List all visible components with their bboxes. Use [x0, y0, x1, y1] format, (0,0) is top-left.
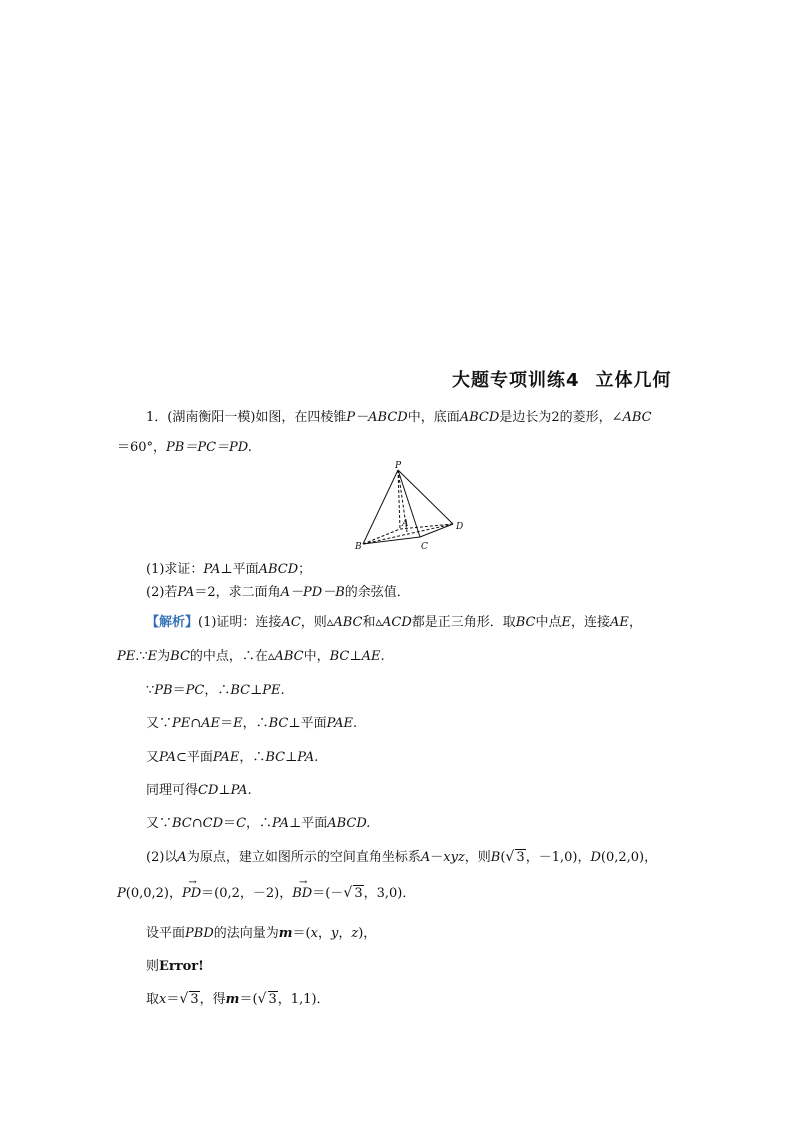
solution-line-8: (2)以A为原点，建立如图所示的空间直角坐标系A－xyz，则B(√ 3，－1,0)，D(0,2,0)， — [146, 849, 657, 867]
vertex-label-p: P — [395, 461, 402, 471]
solution-tag: 【解析】 — [146, 615, 199, 630]
solution-line-12: 取x＝√ 3，得m＝(√ 3，1,1)． — [146, 991, 330, 1009]
title-sub: 立体几何 — [595, 370, 672, 391]
sqrt-expression: √ 3 — [179, 991, 199, 1009]
sqrt-expression: √ 3 — [505, 849, 525, 867]
vertex-label-c: C — [421, 542, 428, 550]
solution-line-11: 则Error! — [146, 959, 204, 974]
question-1: (1)求证：PA⊥平面ABCD； — [146, 562, 312, 577]
title-main: 大题专项训练4 — [452, 370, 580, 391]
solution-line-4: 又∵PE∩AE＝E，∴BC⊥平面PAE. — [146, 716, 358, 731]
question-2: (2)若PA＝2，求二面角A－PD－B的余弦值． — [146, 585, 410, 600]
sqrt-expression: √ 3 — [343, 885, 363, 903]
error-text: Error! — [159, 959, 204, 974]
solution-line-6: 同理可得CD⊥PA. — [146, 783, 252, 798]
page-title — [452, 366, 672, 392]
problem-line-2: ＝60°，PB＝PC＝PD. — [117, 440, 252, 455]
vertex-label-d: D — [456, 522, 464, 532]
pyramid-figure — [350, 458, 470, 550]
problem-line-1: 1．(湖南衡阳一模)如图，在四棱锥P－ABCD中，底面ABCD是边长为2的菱形，∠ABC — [146, 410, 652, 425]
solution-line-3: ∵PB＝PC，∴BC⊥PE. — [146, 683, 285, 698]
sqrt-expression: √ 3 — [258, 991, 278, 1009]
vertex-label-b: B — [355, 542, 362, 550]
vector-bd: → BD — [292, 885, 312, 903]
solution-line-9: P(0,0,2)，→ PD＝(0,2，－2)，→ BD＝(－√ 3，3,0)． — [117, 885, 415, 903]
solution-line-5: 又PA⊂平面PAE，∴BC⊥PA. — [146, 750, 319, 765]
solution-line-10: 设平面PBD的法向量为m＝(x，y，z)， — [146, 926, 377, 941]
vertex-label-a: A — [402, 519, 409, 529]
solution-line-2: PE.∵E为BC的中点，∴在▵ABC中，BC⊥AE. — [117, 649, 385, 664]
solution-line-7: 又∵BC∩CD＝C，∴PA⊥平面ABCD. — [146, 816, 371, 831]
vector-pd: → PD — [182, 885, 201, 903]
solution-line-1: 【解析】(1)证明：连接AC，则▵ABC和▵ACD都是正三角形．取BC中点E，连接AE， — [146, 615, 642, 630]
